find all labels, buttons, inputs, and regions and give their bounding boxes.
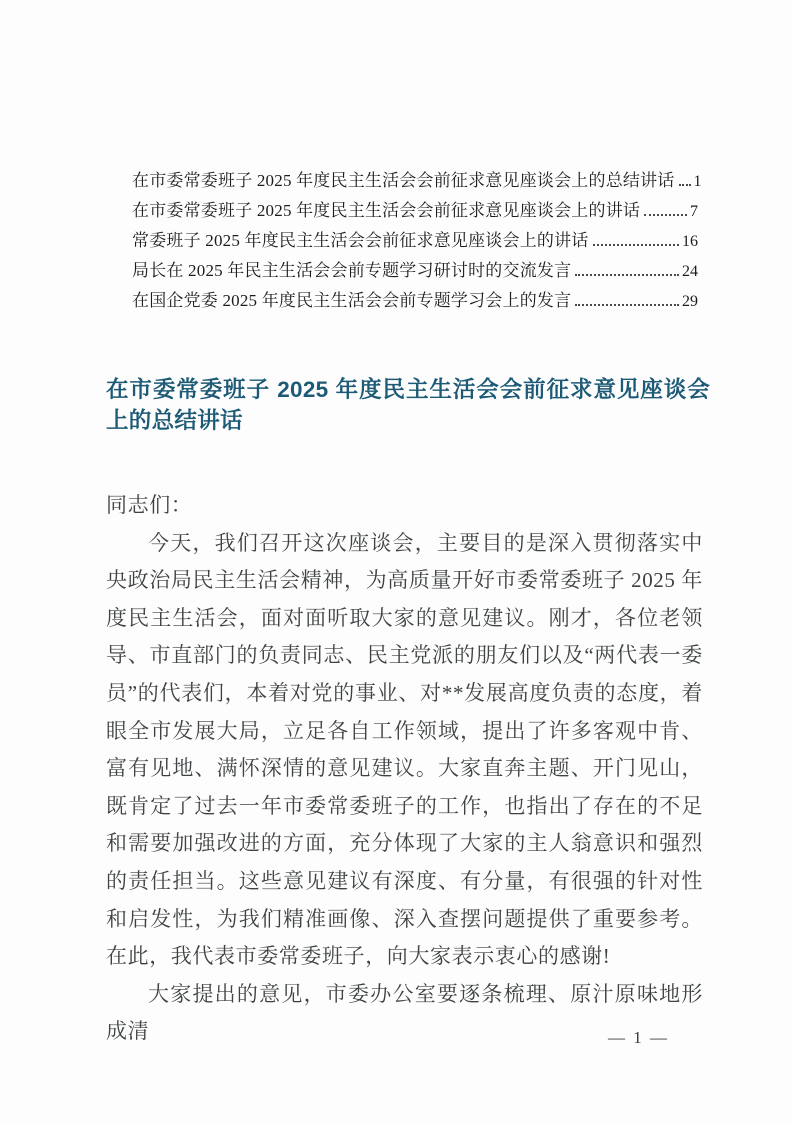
toc-entry-label: 局长在 2025 年民主生活会会前专题学习研讨时的交流发言 xyxy=(132,261,572,280)
salutation: 同志们： xyxy=(106,493,193,517)
paragraph: 大家提出的意见，市委办公室要逐条梳理、原汁原味地形成清 xyxy=(106,981,703,1044)
toc-page-number: 29 xyxy=(682,293,698,310)
page-number-footer: — 1 — xyxy=(608,1028,669,1047)
toc-entry-label: 在国企党委 2025 年度民主生活会会前专题学习会上的发言 xyxy=(132,291,572,310)
toc-page-number: 16 xyxy=(682,233,698,250)
toc-entry[interactable] xyxy=(132,196,698,226)
toc-entry-label: 在市委常委班子 2025 年度民主生活会会前征求意见座谈会上的总结讲话 xyxy=(132,171,675,190)
toc-dot-leader xyxy=(593,244,680,246)
toc-dot-leader xyxy=(679,184,691,186)
toc-page-number: 7 xyxy=(690,203,698,220)
paragraph: 今天，我们召开这次座谈会，主要目的是深入贯彻落实中央政治局民主生活会精神，为高质量开好市委常委班子 2025 年度民主生活会，面对面听取大家的意见建议。刚才，各位老领导、市直部门的负责同志、民主党派的朋友们以及“两代表一委员”的代表们，本着对党的事业、对**发展高度负责的态度，着眼全市发展大局，立足各自工作领域，提出了许多客观中肯、富有见地、满怀深情的意见建议。大家直奔主题、开门见山，既肯定了过去一年市委常委班子的工作，也指出了存在的不足和需要加强改进的方面，充分体现了大家的主人翁意识和强烈的责任担当。这些意见建议有深度、有分量，有很强的针对性和启发性，为我们精准画像、深入查摆问题提供了重要参考。在此，我代表市委常委班子，向大家表示衷心的感谢! xyxy=(106,530,703,969)
toc-dot-leader xyxy=(575,304,679,306)
toc-entry-label: 在市委常委班子 2025 年度民主生活会会前征求意见座谈会上的讲话 xyxy=(132,201,641,220)
toc-entry[interactable] xyxy=(132,166,702,196)
toc-page-number: 24 xyxy=(682,263,698,280)
toc-entry[interactable] xyxy=(132,226,698,256)
toc-dot-leader xyxy=(575,274,679,276)
toc-entry-label: 常委班子 2025 年度民主生活会会前征求意见座谈会上的讲话 xyxy=(132,231,589,250)
document-title: 在市委常委班子 2025 年度民主生活会会前征求意见座谈会上的总结讲话 xyxy=(106,377,710,433)
toc-page-number: 1 xyxy=(693,173,702,190)
toc-entry[interactable] xyxy=(132,256,698,286)
document-body xyxy=(106,487,703,1051)
table-of-contents xyxy=(132,166,702,316)
toc-entry[interactable] xyxy=(132,286,698,316)
toc-dot-leader xyxy=(644,214,687,216)
